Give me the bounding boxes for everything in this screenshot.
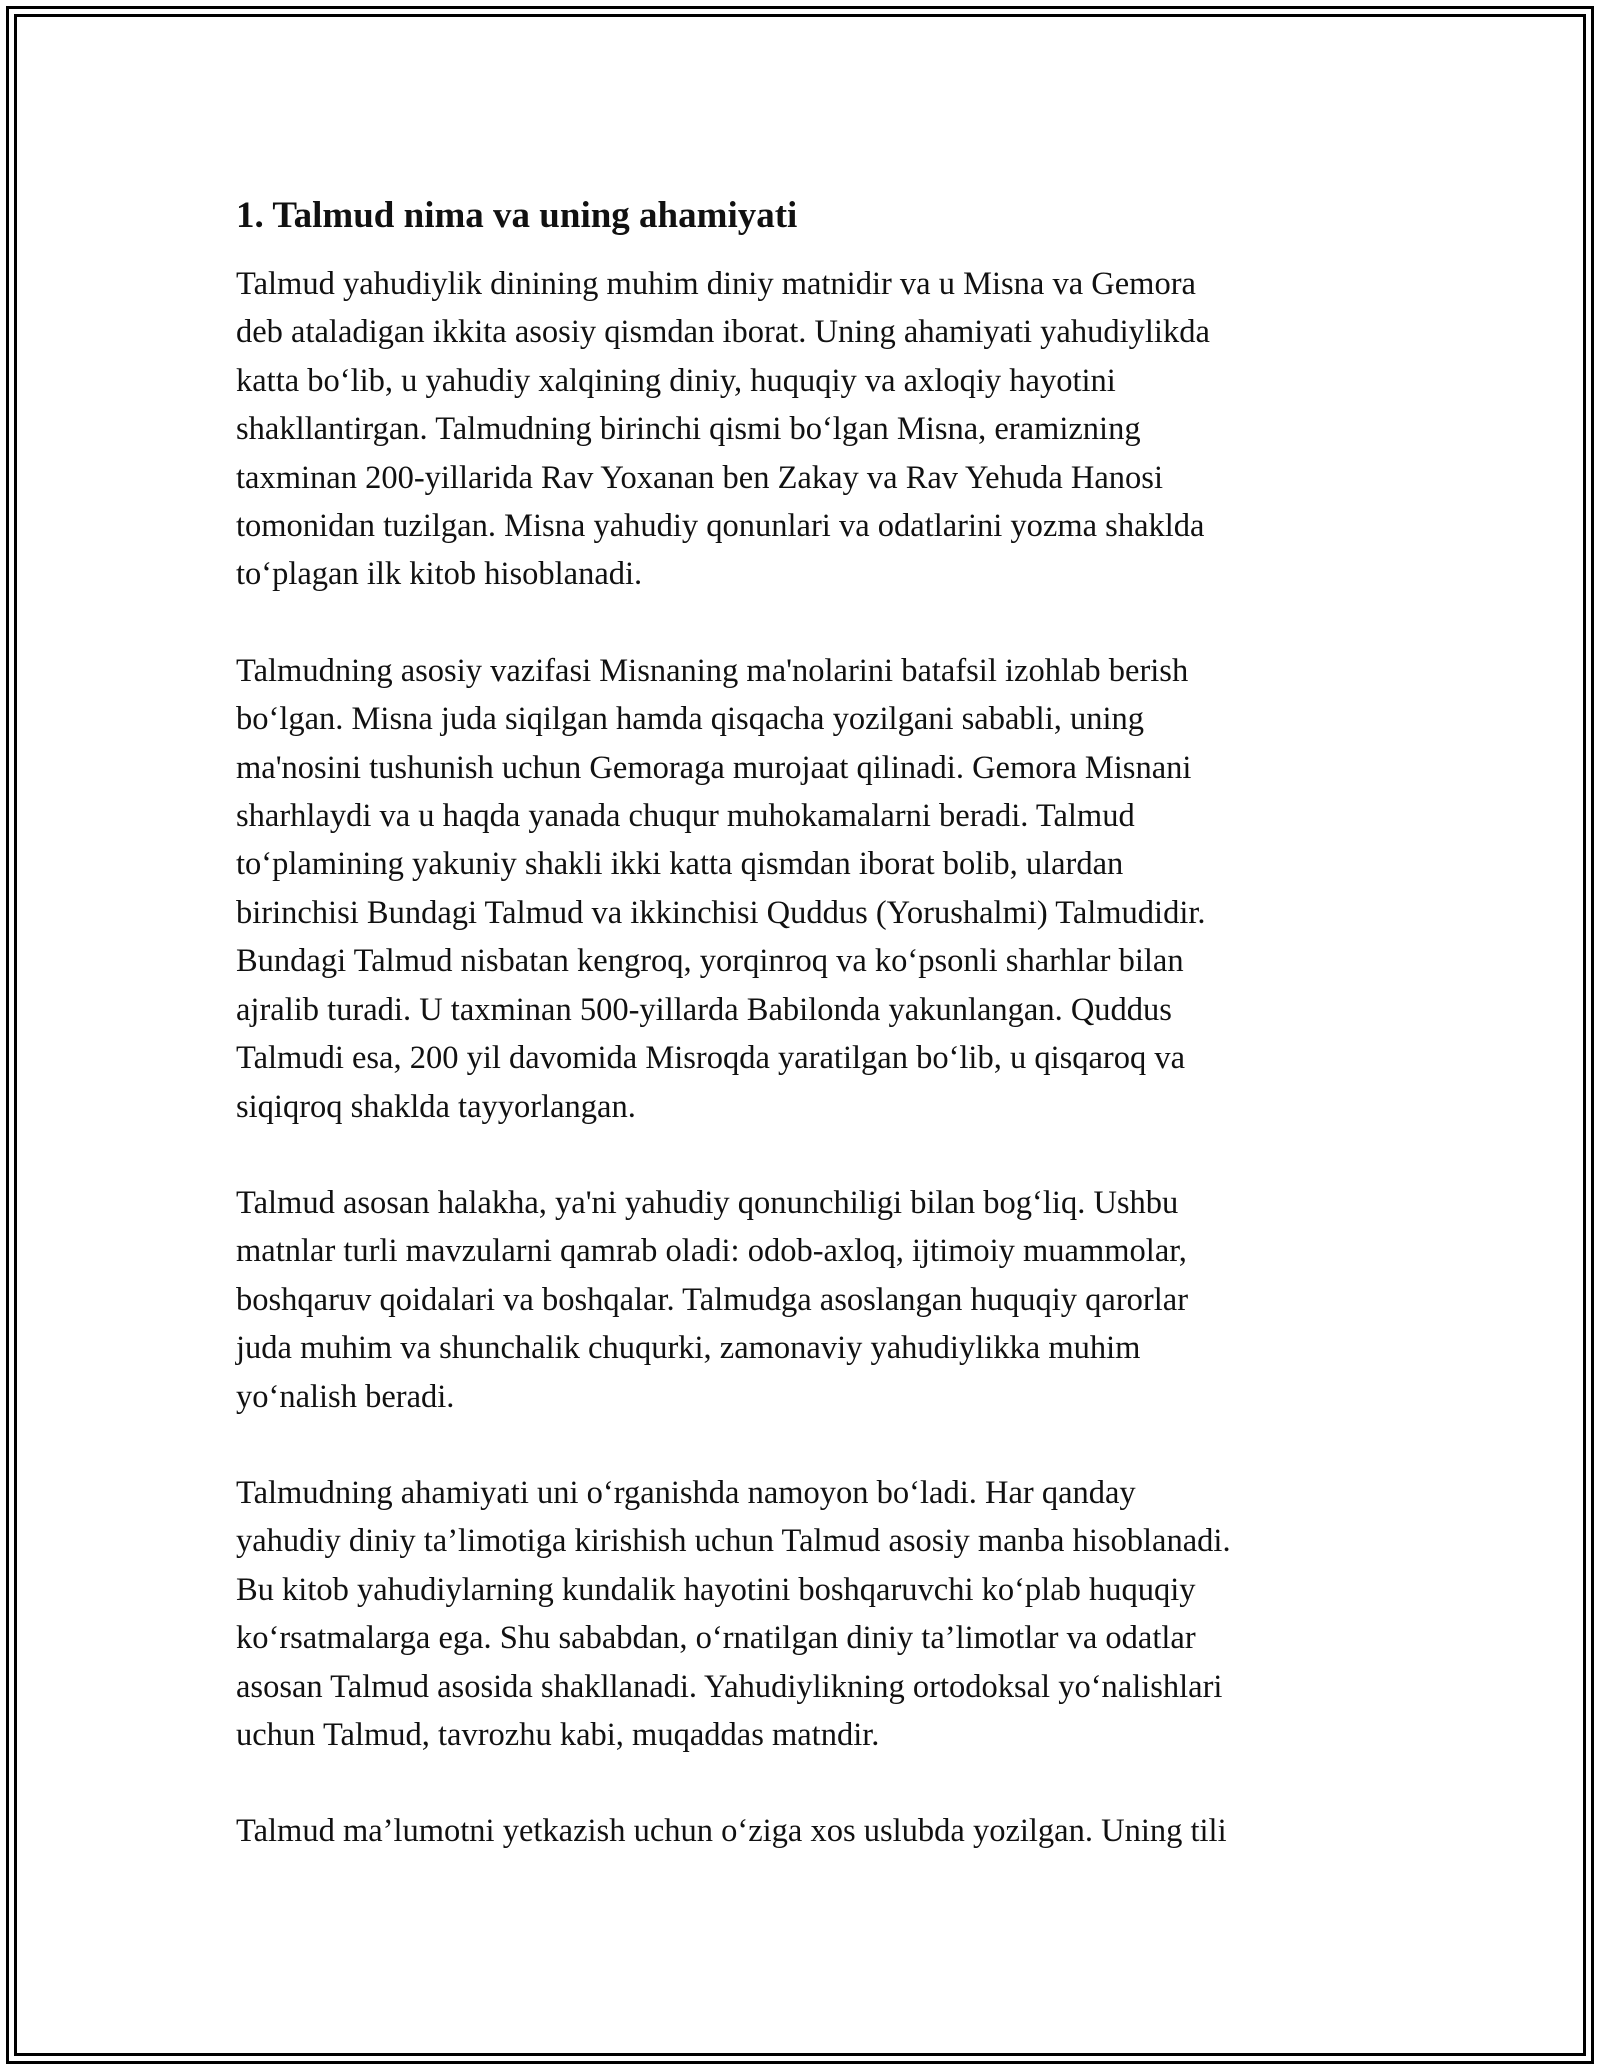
section-heading: 1. Talmud nima va uning ahamiyati <box>236 195 798 236</box>
text-line: Talmud ma’lumotni yetkazish uchun o‘ziga xos uslubda yozilgan. Uning tili <box>236 1813 1227 1850</box>
text-line: boshqaruv qoidalari va boshqalar. Talmudga asoslangan huquqiy qarorlar <box>236 1281 1189 1318</box>
text-line: Talmud asosan halakha, ya'ni yahudiy qonunchiligi bilan bog‘liq. Ushbu <box>236 1184 1179 1221</box>
text-line: yo‘nalish beradi. <box>236 1378 455 1415</box>
text-line: tomonidan tuzilgan. Misna yahudiy qonunlari va odatlarini yozma shaklda <box>236 508 1205 545</box>
text-line: deb ataladigan ikkita asosiy qismdan iborat. Uning ahamiyati yahudiylikda <box>236 314 1210 351</box>
text-line: Bundagi Talmud nisbatan kengroq, yorqinroq va ko‘psonli sharhlar bilan <box>236 943 1184 980</box>
body-paragraph <box>236 260 1386 599</box>
text-line: uchun Talmud, tavrozhu kabi, muqaddas matndir. <box>236 1716 880 1753</box>
text-line: bo‘lgan. Misna juda siqilgan hamda qisqacha yozilgani sababli, uning <box>236 701 1145 738</box>
text-line: Talmudi esa, 200 yil davomida Misroqda yaratilgan bo‘lib, u qisqaroq va <box>236 1040 1186 1077</box>
text-line: matnlar turli mavzularni qamrab oladi: odob-axloq, ijtimoiy muammolar, <box>236 1233 1187 1270</box>
text-line: birinchisi Bundagi Talmud va ikkinchisi Quddus (Yorushalmi) Talmudidir. <box>236 894 1206 931</box>
text-line: Talmud yahudiylik dinining muhim diniy matnidir va u Misna va Gemora <box>236 266 1196 302</box>
text-line: yahudiy diniy ta’limotiga kirishish uchun Talmud asosiy manba hisoblanadi. <box>236 1523 1231 1560</box>
text-line: katta bo‘lib, u yahudiy xalqining diniy, huquqiy va axloqiy hayotini <box>236 362 1116 399</box>
paragraph-list <box>236 260 1386 1856</box>
text-line: siqiqroq shaklda tayyorlangan. <box>236 1088 636 1125</box>
text-line: asosan Talmud asosida shakllanadi. Yahudiylikning ortodoksal yo‘nalishlari <box>236 1668 1223 1705</box>
text-line: ko‘rsatmalarga ega. Shu sababdan, o‘rnatilgan diniy ta’limotlar va odatlar <box>236 1620 1196 1657</box>
text-line: ajralib turadi. U taxminan 500-yillarda Babilonda yakunlangan. Quddus <box>236 991 1172 1028</box>
text-line: sharhlaydi va u haqda yanada chuqur muhokamalarni beradi. Talmud <box>236 798 1135 835</box>
text-line: ma'nosini tushunish uchun Gemoraga murojaat qilinadi. Gemora Misnani <box>236 749 1192 786</box>
text-line: Talmudning asosiy vazifasi Misnaning ma'nolarini batafsil izohlab berish <box>236 652 1189 689</box>
text-line: taxminan 200-yillarida Rav Yoxanan ben Zakay va Rav Yehuda Hanosi <box>236 459 1163 496</box>
text-line: to‘plagan ilk kitob hisoblanadi. <box>236 556 643 593</box>
text-line: Bu kitob yahudiylarning kundalik hayotini boshqaruvchi ko‘plab huquqiy <box>236 1571 1196 1608</box>
document-body <box>236 190 1386 1904</box>
text-line: Talmudning ahamiyati uni o‘rganishda namoyon bo‘ladi. Har qanday <box>236 1474 1136 1511</box>
body-paragraph <box>236 1807 1386 1855</box>
text-line: juda muhim va shunchalik chuqurki, zamonaviy yahudiylikka muhim <box>236 1330 1141 1367</box>
body-paragraph <box>236 1179 1386 1421</box>
text-line: shakllantirgan. Talmudning birinchi qismi bo‘lgan Misna, eramizning <box>236 411 1141 448</box>
text-line: to‘plamining yakuniy shakli ikki katta qismdan iborat bolib, ulardan <box>236 846 1124 883</box>
body-paragraph <box>236 1469 1386 1759</box>
body-paragraph <box>236 647 1386 1131</box>
